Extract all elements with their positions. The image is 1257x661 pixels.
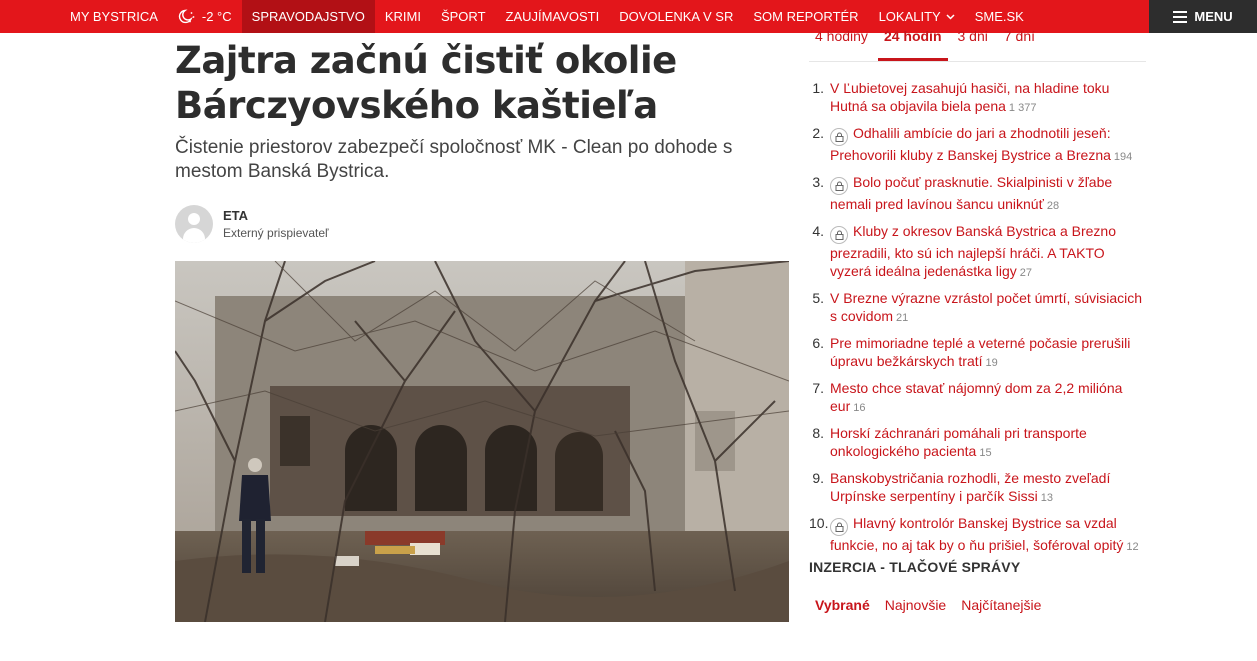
item-count: 28	[1046, 200, 1060, 212]
hamburger-icon	[1173, 11, 1187, 23]
chevron-down-icon	[946, 14, 955, 20]
item-title[interactable]: Horskí záchranári pomáhali pri transporte onkologického pacienta	[830, 425, 1087, 459]
menu-label: MENU	[1194, 9, 1233, 24]
list-item[interactable]	[809, 124, 1146, 166]
list-item[interactable]	[809, 289, 1146, 327]
lock-icon	[830, 226, 848, 244]
item-title[interactable]: Kluby z okresov Banská Bystrica a Brezno prezradili, kto sú ich najlepší hráči. A TAKTO vyzerá ideálna jedenástka ligy	[830, 223, 1117, 279]
list-item[interactable]	[809, 222, 1146, 282]
author-name[interactable]: ETA	[223, 208, 249, 223]
item-number: 5.	[812, 290, 824, 306]
item-number: 8.	[812, 425, 824, 441]
nav-item-sport[interactable]	[431, 0, 496, 33]
item-number: 4.	[812, 223, 824, 239]
inzercia-tabs	[809, 597, 1050, 613]
inzercia-heading: INZERCIA - TLAČOVÉ SPRÁVY	[809, 559, 1021, 575]
tab-7-dni[interactable]: 7 dní	[1003, 28, 1035, 44]
nav-item-label: DOVOLENKA V SR	[619, 9, 734, 24]
article	[175, 38, 789, 243]
author-role: Externý prispievateľ	[223, 226, 329, 240]
item-count: 13	[1040, 492, 1053, 504]
item-count: 16	[853, 402, 866, 414]
article-photo[interactable]	[175, 261, 789, 622]
most-read-list	[809, 79, 1146, 556]
item-number: 6.	[812, 335, 824, 351]
item-count: 12	[1126, 541, 1139, 553]
list-item[interactable]	[809, 79, 1146, 117]
nav-item-spravodajstvo[interactable]	[242, 0, 375, 33]
tab-4-hodiny[interactable]: 4 hodiny	[815, 28, 868, 44]
list-item[interactable]	[809, 173, 1146, 215]
nav-item-dovolenka[interactable]	[609, 0, 743, 33]
nav-item-zaujimavosti[interactable]	[496, 0, 610, 33]
article-perex: Čistenie priestorov zabezpečí spoločnosť MK - Clean po dohode s mestom Banská Bystrica.	[175, 137, 733, 182]
avatar[interactable]	[175, 205, 213, 243]
nav-item-label: KRIMI	[384, 9, 421, 24]
item-title[interactable]: V Ľubietovej zasahujú hasiči, na hladine toku Hutná sa objavila biela pena	[830, 80, 1110, 114]
item-number: 2.	[812, 125, 824, 141]
tab-vybrane[interactable]: Vybrané	[815, 597, 870, 613]
nav-item-krimi[interactable]	[375, 0, 431, 33]
lock-icon	[830, 128, 848, 146]
item-number: 10.	[809, 515, 829, 531]
nav-item-label: ŠPORT	[440, 9, 486, 24]
item-count: 15	[979, 447, 992, 459]
nav-item-label: MY BYSTRICA	[70, 9, 158, 24]
item-count: 1 377	[1008, 102, 1037, 114]
article-title: Zajtra začnú čistiť okolie Bárczyovského kaštieľa	[175, 39, 677, 127]
tab-najcitanejsie[interactable]: Najčítanejšie	[961, 597, 1042, 613]
item-number: 1.	[812, 80, 824, 96]
item-title[interactable]: Odhalili ambície do jari a zhodnotili jeseň: Prehovorili kluby z Banskej Bystrice a Brezna	[830, 125, 1111, 163]
nav-item-label: SPRAVODAJSTVO	[251, 9, 365, 24]
lock-icon	[830, 518, 848, 536]
nav-item-label: SME.SK	[974, 9, 1024, 24]
nav-item-label: ZAUJÍMAVOSTI	[505, 9, 600, 24]
item-title[interactable]: Mesto chce stavať nájomný dom za 2,2 milióna eur	[830, 380, 1123, 414]
tab-3-dni[interactable]: 3 dni	[957, 28, 988, 44]
item-title[interactable]: V Brezne výrazne vzrástol počet úmrtí, súvisiacich s covidom	[830, 290, 1143, 324]
period-tabs	[809, 22, 1146, 62]
nav-item-weather[interactable]	[168, 0, 242, 33]
weather-temperature: -2 °C	[201, 9, 232, 24]
tab-najnovsie[interactable]: Najnovšie	[884, 597, 947, 613]
list-item[interactable]	[809, 469, 1146, 507]
list-item[interactable]	[809, 424, 1146, 462]
most-read-sidebar	[809, 22, 1146, 563]
item-number: 7.	[812, 380, 824, 396]
tab-24-hodin[interactable]: 24 hodín	[878, 22, 948, 61]
item-title[interactable]: Hlavný kontrolór Banskej Bystrice sa vzdal funkcie, no aj tak by o ňu prišiel, šoféroval opitý	[830, 515, 1124, 553]
item-count: 19	[985, 357, 998, 369]
item-number: 9.	[812, 470, 824, 486]
item-title[interactable]: Pre mimoriadne teplé a veterné počasie prerušili úpravu bežkárskych tratí	[830, 335, 1131, 369]
menu-button[interactable]	[1149, 0, 1257, 33]
item-title[interactable]: Banskobystričania rozhodli, že mesto zveľadí Urpínske serpentíny i parčík Sissi	[830, 470, 1111, 504]
nav-item-my-bystrica[interactable]	[60, 0, 168, 33]
list-item[interactable]	[809, 514, 1146, 556]
list-item[interactable]	[809, 334, 1146, 372]
nav-item-label: LOKALITY	[878, 9, 941, 24]
lock-icon	[830, 177, 848, 195]
author-box	[175, 205, 789, 243]
item-title[interactable]: Bolo počuť prasknutie. Skialpinisti v žľabe nemali pred lavínou šancu uniknúť	[830, 174, 1113, 212]
item-count: 27	[1019, 267, 1033, 279]
weather-moon-cloud-icon	[178, 9, 196, 25]
item-count: 21	[896, 312, 909, 324]
list-item[interactable]	[809, 379, 1146, 417]
nav-item-label: SOM REPORTÉR	[753, 9, 859, 24]
item-number: 3.	[812, 174, 824, 190]
item-count: 194	[1113, 151, 1133, 163]
